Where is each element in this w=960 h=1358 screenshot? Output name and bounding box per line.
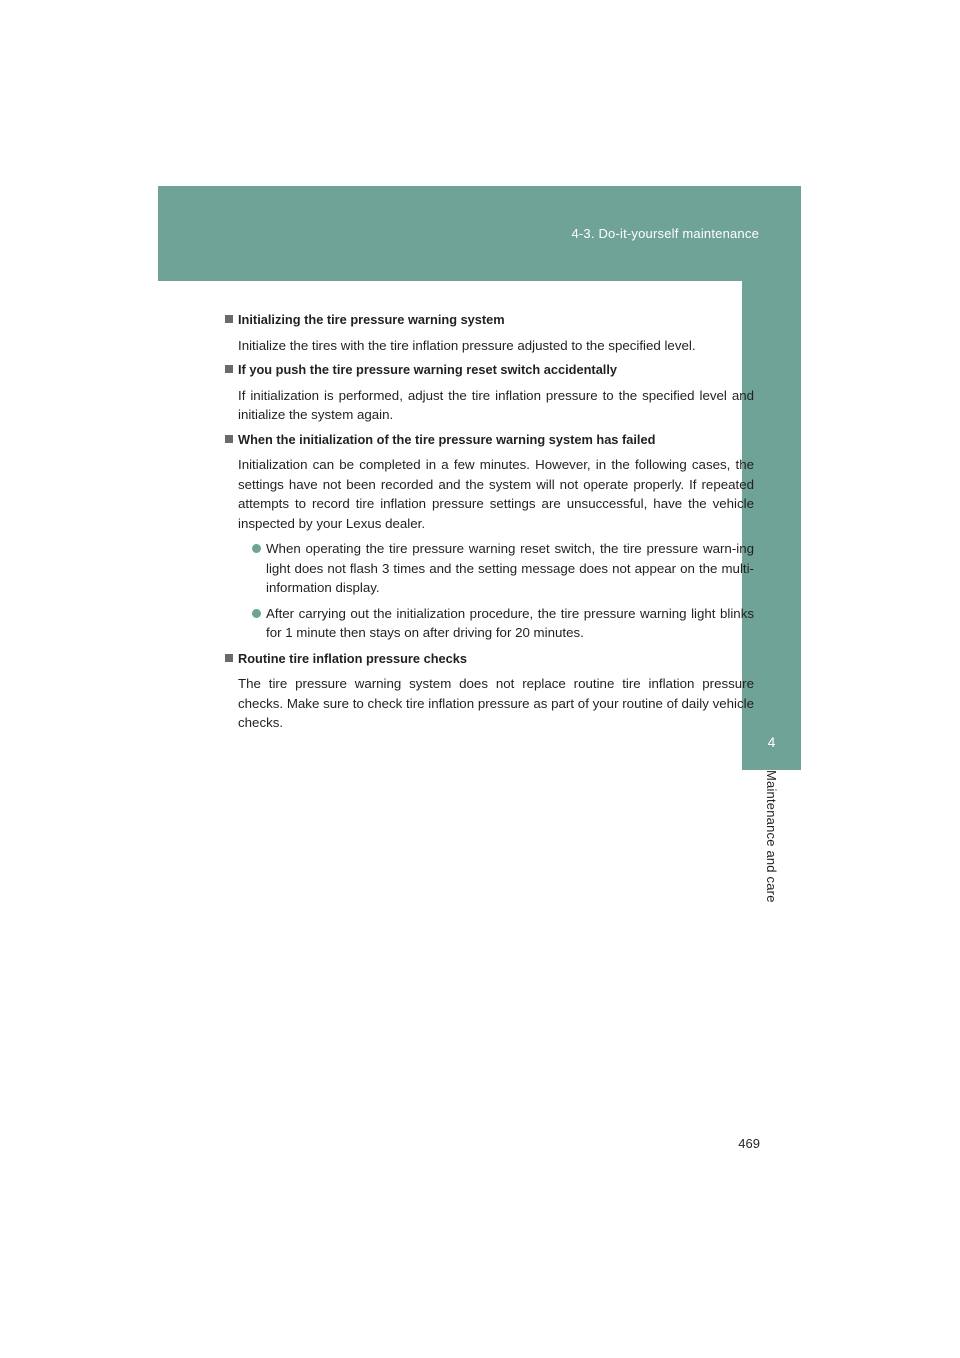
- square-bullet-icon: [225, 654, 233, 662]
- item-heading: [224, 360, 754, 380]
- section-item: [224, 649, 754, 733]
- chapter-label: Maintenance and care: [763, 770, 779, 903]
- item-heading: [224, 310, 754, 330]
- section-item: [224, 430, 754, 643]
- header-band: [158, 186, 801, 281]
- item-body: The tire pressure warning system does not replace routine tire inflation pressure checks. Make sure to check tire inflation pressure as part of your routine of daily vehicle checks.: [238, 676, 754, 730]
- item-body: Initialization can be completed in a few minutes. However, in the following cases, the settings have not been recorded and the system will not operate properly. If repeated attempts to record tire inflation pressure settings are unsuccessful, have the vehicle inspected by your Lexus dealer.: [238, 457, 754, 531]
- item-body: Initialize the tires with the tire inflation pressure adjusted to the specified level.: [238, 337, 696, 353]
- page-number: 469: [738, 1136, 760, 1151]
- list-item-text: After carrying out the initialization procedure, the tire pressure warning light blinks for 1 minute then stays on after driving for 20 minutes.: [266, 605, 754, 640]
- square-bullet-icon: [225, 365, 233, 373]
- chapter-number: 4: [767, 734, 776, 750]
- square-bullet-icon: [225, 435, 233, 443]
- circle-bullet-icon: [252, 609, 261, 618]
- item-heading: [224, 649, 754, 669]
- item-heading-text: Routine tire inflation pressure checks: [238, 650, 467, 666]
- square-bullet-icon: [225, 315, 233, 323]
- list-item-text: When operating the tire pressure warning reset switch, the tire pressure warn-ing light does not flash 3 times and the setting message does not appear on the multi-information display.: [266, 541, 754, 595]
- item-heading-text: Initializing the tire pressure warning system: [238, 312, 505, 327]
- item-heading: [224, 430, 754, 450]
- item-heading-text: When the initialization of the tire pressure warning system has failed: [238, 431, 656, 447]
- list-item: [252, 604, 754, 643]
- chapter-label-wrap: [742, 770, 801, 970]
- section-title: 4-3. Do-it-yourself maintenance: [571, 226, 759, 241]
- main-content: [224, 310, 754, 738]
- item-body: If initialization is performed, adjust the tire inflation pressure to the specified level and initialize the system again.: [238, 387, 754, 422]
- list-item: [252, 539, 754, 598]
- item-heading-text: If you push the tire pressure warning reset switch accidentally: [238, 362, 618, 377]
- section-item: [224, 310, 754, 355]
- circle-bullet-icon: [252, 544, 261, 553]
- section-item: [224, 360, 754, 425]
